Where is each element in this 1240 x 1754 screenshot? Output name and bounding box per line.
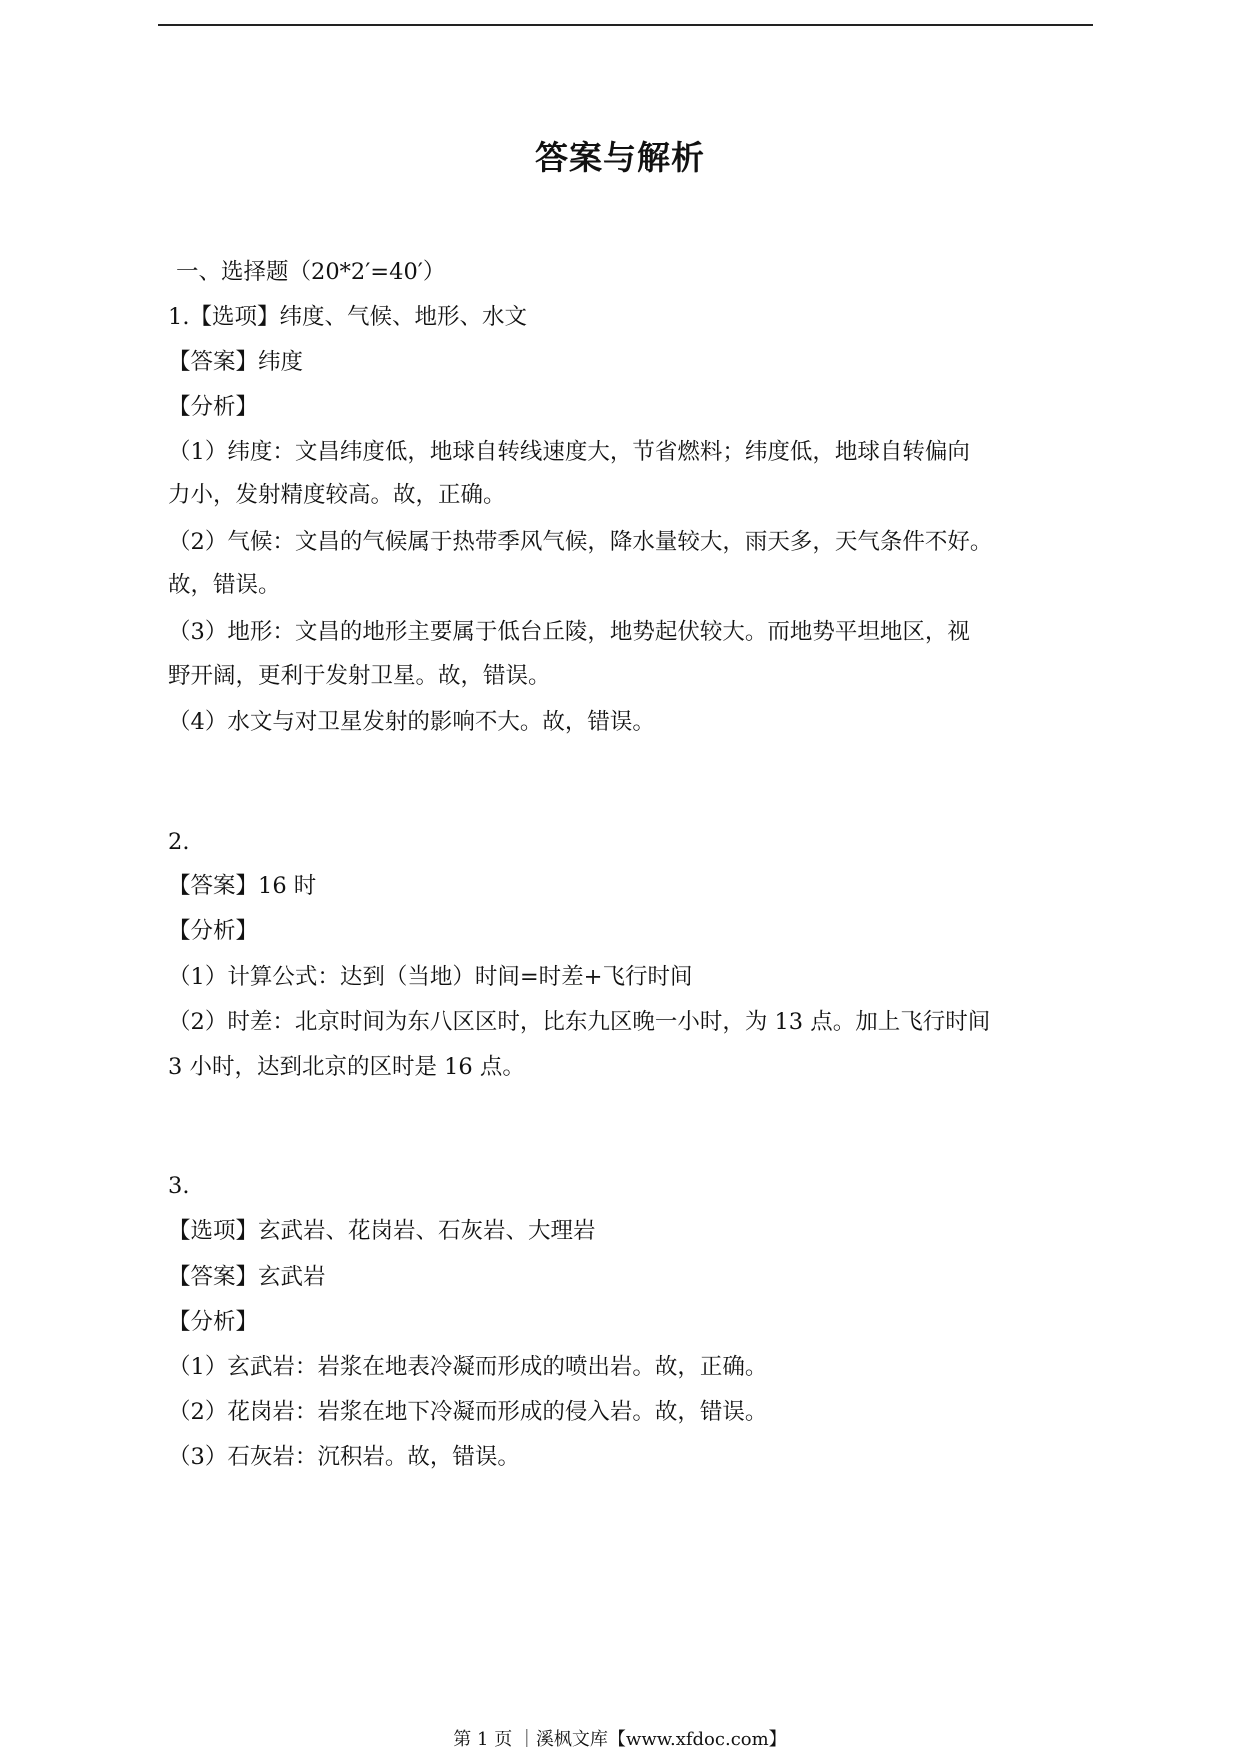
q2-analysis-line: （1）计算公式：达到（当地）时间=时差+飞行时间	[168, 964, 693, 990]
q1-analysis-line: 故，错误。	[168, 572, 281, 598]
q1-options: 1.【选项】纬度、气候、地形、水文	[168, 304, 527, 330]
q2-analysis-line: 3 小时，达到北京的区时是 16 点。	[168, 1054, 525, 1080]
q3-answer: 【答案】玄武岩	[168, 1264, 326, 1290]
q1-analysis-label: 【分析】	[168, 394, 259, 420]
q1-analysis-line: （4）水文与对卫星发射的影响不大。故，错误。	[168, 709, 655, 735]
q1-answer: 【答案】纬度	[168, 349, 304, 375]
header-rule	[158, 24, 1093, 26]
q1-analysis-line: （1）纬度：文昌纬度低，地球自转线速度大，节省燃料；纬度低，地球自转偏向	[168, 439, 970, 465]
q1-analysis-line: 野开阔，更利于发射卫星。故，错误。	[168, 663, 551, 689]
q3-options: 【选项】玄武岩、花岗岩、石灰岩、大理岩	[168, 1218, 596, 1244]
q1-analysis-line: （2）气候：文昌的气候属于热带季风气候，降水量较大，雨天多，天气条件不好。	[168, 529, 993, 555]
q3-analysis-line: （3）石灰岩：沉积岩。故，错误。	[168, 1444, 520, 1470]
q1-analysis-line: （3）地形：文昌的地形主要属于低台丘陵，地势起伏较大。而地势平坦地区，视	[168, 619, 970, 645]
page-footer: 第 1 页 ｜溪枫文库【www.xfdoc.com】	[453, 1729, 787, 1750]
q3-analysis-line: （1）玄武岩：岩浆在地表冷凝而形成的喷出岩。故，正确。	[168, 1354, 768, 1380]
q2-number: 2.	[168, 829, 190, 855]
q2-answer: 【答案】16 时	[168, 873, 317, 899]
q3-number: 3.	[168, 1173, 190, 1199]
q2-analysis-line: （2）时差：北京时间为东八区区时，比东九区晚一小时，为 13 点。加上飞行时间	[168, 1009, 991, 1035]
q2-analysis-label: 【分析】	[168, 918, 259, 944]
document-title: 答案与解析	[535, 138, 705, 177]
q3-analysis-line: （2）花岗岩：岩浆在地下冷凝而形成的侵入岩。故，错误。	[168, 1399, 768, 1425]
section-heading: 一、选择题（20*2′=40′）	[176, 259, 446, 285]
q1-analysis-line: 力小，发射精度较高。故，正确。	[168, 482, 506, 508]
q3-analysis-label: 【分析】	[168, 1309, 259, 1335]
